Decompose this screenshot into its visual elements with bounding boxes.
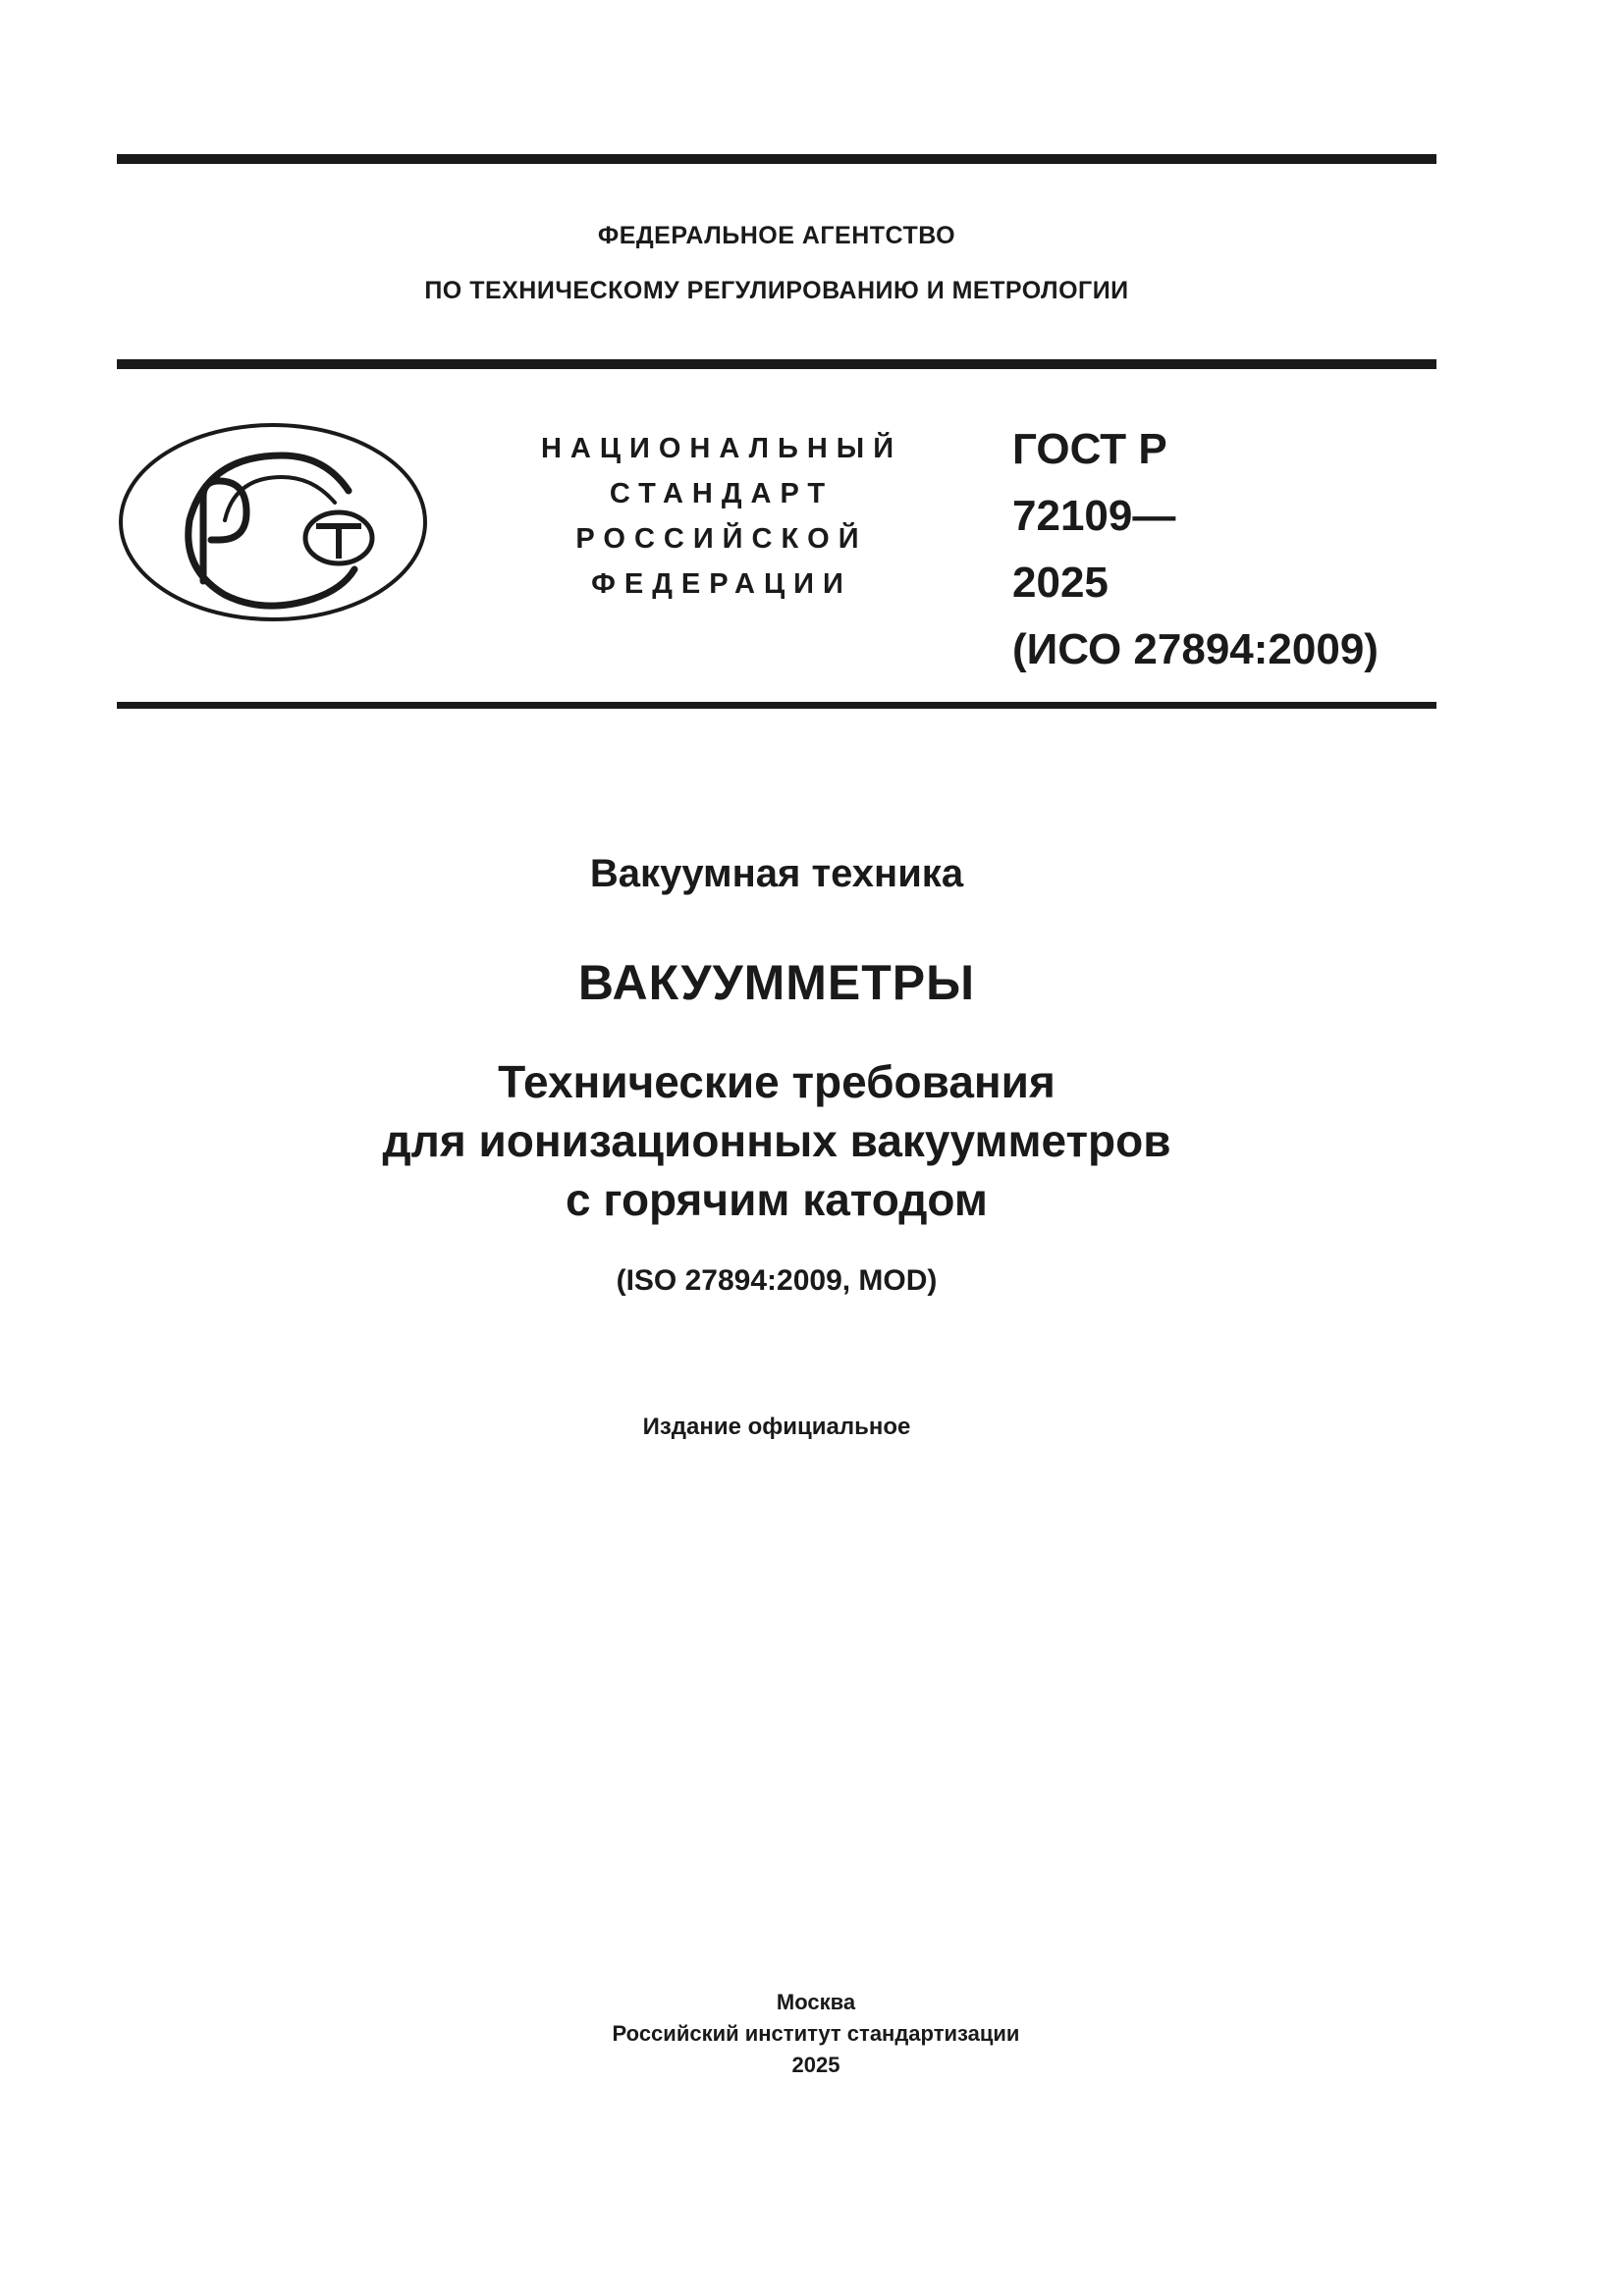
imprint-city: Москва: [776, 1990, 856, 2014]
edition-label: Издание официальное: [642, 1414, 911, 1440]
agency-name-line2: ПО ТЕХНИЧЕСКОМУ РЕГУЛИРОВАНИЮ И МЕТРОЛОГИИ: [424, 277, 1129, 304]
national-standard-line: РОССИЙСКОЙ: [575, 523, 868, 555]
document-domain: Вакуумная техника: [589, 852, 964, 895]
national-standard-line: СТАНДАРТ: [609, 478, 835, 509]
imprint-year: 2025: [791, 2053, 840, 2077]
designation-line: (ИСО 27894:2009): [1012, 625, 1379, 673]
subtitle-line: Технические требования: [498, 1056, 1056, 1107]
top-rule: [117, 154, 1436, 164]
subtitle-line: для ионизационных вакуумметров: [382, 1115, 1171, 1166]
document-subtitle: [117, 1052, 1436, 1229]
imprint: [117, 1987, 1515, 2081]
standard-designation: [1012, 416, 1435, 683]
designation-line: 72109—: [1012, 492, 1176, 540]
subtitle-line: с горячим катодом: [566, 1174, 988, 1225]
header-rule: [117, 359, 1436, 369]
rst-certification-logo-icon: [117, 422, 429, 623]
iso-reference: (ISO 27894:2009, MOD): [616, 1264, 938, 1297]
document-title: ВАКУУММЕТРЫ: [577, 955, 976, 1010]
designation-line: 2025: [1012, 559, 1109, 607]
agency-name-line1: ФЕДЕРАЛЬНОЕ АГЕНТСТВО: [597, 222, 956, 249]
national-standard-label: [501, 426, 943, 607]
designation-rule: [117, 702, 1436, 709]
designation-line: ГОСТ Р: [1012, 425, 1167, 473]
national-standard-line: ФЕДЕРАЦИИ: [591, 568, 852, 600]
imprint-publisher: Российский институт стандартизации: [612, 2021, 1020, 2046]
national-standard-line: НАЦИОНАЛЬНЫЙ: [540, 433, 903, 464]
